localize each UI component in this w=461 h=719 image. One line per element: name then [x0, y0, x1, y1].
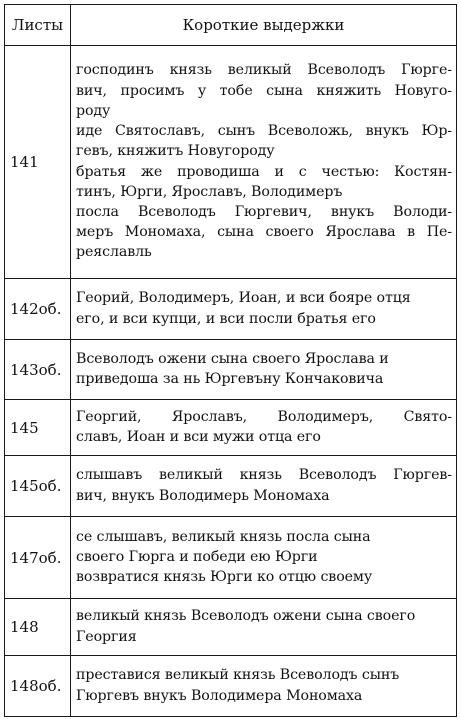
excerpt-line: тинъ, Юрги, Ярославъ, Володимеръ — [76, 183, 343, 200]
excerpt-line: Гюргевъ внукъ Володимера Мономаха — [76, 687, 363, 704]
sheet-number-cell: 141 — [5, 46, 71, 279]
sheet-number-cell: 142об. — [5, 279, 71, 340]
excerpts-table — [4, 4, 457, 717]
sheet-number-cell: 143об. — [5, 340, 71, 400]
header-sheets-label: Листы — [11, 16, 64, 34]
excerpt-line: господинъ князь великый Всеволодъ Гюрге- — [76, 62, 452, 79]
excerpt-line: посла Всеволодъ Гюргевич, внукъ Володи- — [76, 203, 452, 220]
excerpt-line: вич, внукъ Володимерь Мономаха — [76, 487, 330, 504]
excerpt-cell — [71, 456, 457, 517]
table-row — [5, 279, 457, 340]
excerpt-line: слышавъ великый князь Всеволодъ Гюргев- — [76, 467, 452, 484]
excerpt-cell — [71, 656, 457, 717]
excerpt-line: его, и вси купци, и вси посли братья его — [76, 310, 376, 327]
table-row — [5, 517, 457, 599]
document-table-container — [4, 4, 456, 715]
header-excerpts: Короткие выдержки — [71, 5, 457, 46]
excerpt-line: своего Гюрга и победи ею Юрги — [76, 548, 318, 565]
table-row — [5, 599, 457, 656]
table-row — [5, 340, 457, 400]
excerpt-cell — [71, 599, 457, 656]
excerpt-cell — [71, 517, 457, 599]
excerpt-line: иде Святославъ, сынъ Всеволожь, внукъ Юр- — [76, 123, 452, 140]
table-row — [5, 456, 457, 517]
excerpt-line: Георгия — [76, 628, 137, 645]
excerpt-cell — [71, 340, 457, 400]
excerpt-line: меръ Мономаха, сына своего Ярослава в Пе- — [76, 224, 452, 241]
excerpt-line: славъ, Иоан и вси мужи отца его — [76, 429, 321, 445]
excerpt-line: Георгий, Ярославъ, Володимеръ, Свято- — [76, 408, 452, 425]
sheet-number-cell: 145 — [5, 400, 71, 456]
sheet-number-cell: 147об. — [5, 517, 71, 599]
table-body — [5, 46, 457, 717]
header-sheets — [5, 5, 71, 46]
sheet-number-cell: 145об. — [5, 456, 71, 517]
excerpt-line: возвратися князь Юрги ко отцю своему — [76, 569, 373, 586]
excerpt-line: гевъ, княжитъ Новугороду — [76, 143, 275, 160]
sheet-number-cell: 148 — [5, 599, 71, 656]
excerpt-line: братья же проводиша и с честью: Костян- — [76, 163, 452, 180]
excerpt-cell — [71, 279, 457, 340]
excerpt-line: роду — [76, 102, 111, 119]
excerpt-line: приведоша за нь Юргевъну Кончаковича — [76, 371, 384, 387]
table-row — [5, 46, 457, 279]
excerpt-line: преставися великый князь Всеволодъ сынъ — [76, 667, 400, 684]
sheet-number-cell: 148об. — [5, 656, 71, 717]
table-row — [5, 656, 457, 717]
excerpt-line: вич, просимъ у тобе сына княжить Новуго- — [76, 82, 452, 99]
table-header-row — [5, 5, 457, 46]
excerpt-line: Георий, Володимеръ, Иоан, и вси бояре отця — [76, 290, 411, 307]
excerpt-cell — [71, 46, 457, 279]
excerpt-line: се слышавъ, великый князь посла сына — [76, 528, 371, 545]
excerpt-cell — [71, 400, 457, 456]
table-row — [5, 400, 457, 456]
excerpt-line: реяславль — [76, 244, 152, 261]
excerpt-line: великый князь Всеволодъ ожени сына своего — [76, 608, 416, 625]
excerpt-line: Всеволодъ ожени сына своего Ярослава и — [76, 350, 389, 367]
